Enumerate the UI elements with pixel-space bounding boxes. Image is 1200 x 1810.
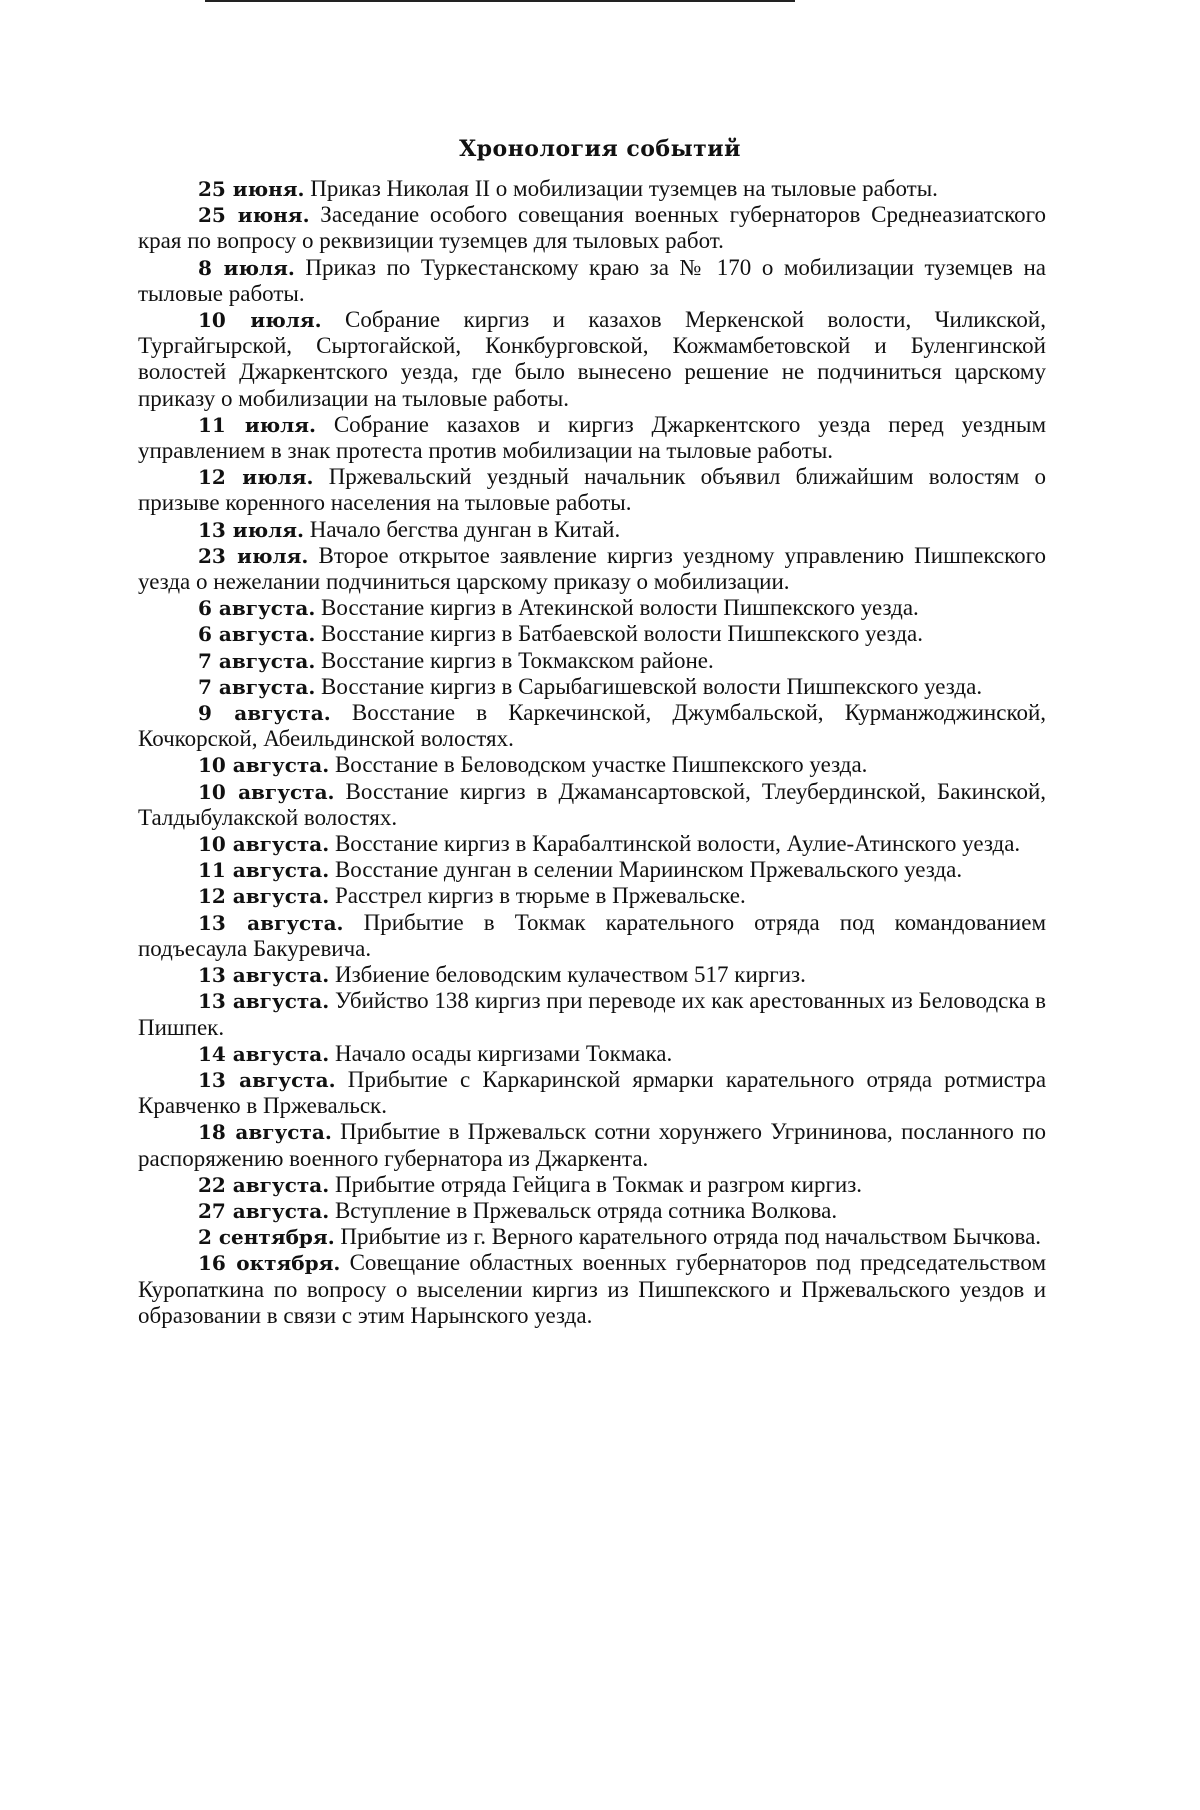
entry-date: 9 августа. — [198, 701, 331, 726]
chronology-entry — [138, 910, 1046, 962]
chronology-entry — [138, 412, 1046, 464]
entry-date: 11 июля. — [198, 412, 317, 437]
entry-text: Собрание киргиз и казахов Меркенской волости, Чиликской, Тургайгырской, Сыртогайской, Конкбурговской, Кожмамбетовской и Буленгинской волостей Джаркентского уезда, где было вынесено решение не подчиниться царскому приказу о мобилизации на тыловые работы. — [138, 307, 1046, 411]
entry-text: Восстание в Беловодском участке Пишпекского уезда. — [334, 752, 868, 778]
entry-text: Восстание киргиз в Токмакском районе. — [321, 647, 714, 673]
entry-text: Прибытие в Токмак карательного отряда под командованием подъесаула Бакуревича. — [138, 909, 1046, 961]
chronology-entry — [138, 1198, 1046, 1224]
entry-text: Заседание особого совещания военных губернаторов Среднеазиатского края по вопросу о реквизиции туземцев для тыловых работ. — [138, 202, 1046, 254]
entry-date: 7 августа. — [198, 674, 316, 699]
entry-text: Пржевальский уездный начальник объявил ближайшим волостям о призыве коренного населения на тыловые работы. — [138, 464, 1046, 516]
entry-date: 8 июля. — [198, 255, 295, 280]
entry-date: 12 июля. — [198, 465, 314, 490]
entry-text: Приказ по Туркестанскому краю за № 170 о мобилизации туземцев на тыловые работы. — [138, 254, 1047, 306]
entry-text: Восстание дунган в селении Мариинском Пржевальского уезда. — [334, 857, 963, 883]
entry-date: 10 августа. — [198, 753, 330, 778]
entry-date: 13 августа. — [198, 989, 330, 1014]
chronology-entry — [138, 543, 1046, 595]
entry-text: Восстание в Каркечинской, Джумбальской, Курманжоджинской, Кочкорской, Абеильдинской волостях. — [138, 700, 1047, 752]
entry-date: 22 августа. — [198, 1172, 330, 1197]
chronology-entry — [138, 752, 1046, 778]
entry-text: Расстрел киргиз в тюрьме в Пржевальске. — [334, 883, 746, 909]
entry-text: Совещание областных военных губернаторов под председательством Куропаткина по вопросу о выселении киргиз из Пишпекского и Пржевальского уездов и образовании в связи с этим Нарынского уезда. — [138, 1250, 1047, 1328]
entry-date: 13 августа. — [198, 963, 330, 988]
entry-text: Прибытие с Каркаринской ярмарки карательного отряда ротмистра Кравченко в Пржевальск. — [138, 1066, 1047, 1119]
entry-date: 18 августа. — [198, 1120, 332, 1145]
entry-date: 12 августа. — [198, 884, 330, 909]
entry-date: 13 июля. — [198, 517, 304, 542]
chronology-entry — [138, 1119, 1046, 1171]
chronology-entry — [138, 1172, 1046, 1198]
entry-date: 2 сентября. — [198, 1225, 335, 1250]
entry-text: Собрание казахов и киргиз Джаркентского уезда перед уездным управлением в знак протеста против мобилизации на тыловые работы. — [138, 411, 1046, 464]
entry-date: 6 августа. — [198, 622, 316, 647]
entry-text: Восстание киргиз в Атекинской волости Пишпекского уезда. — [321, 595, 919, 621]
entry-text: Прибытие отряда Гейцига в Токмак и разгром киргиз. — [334, 1171, 863, 1197]
chronology-entry — [138, 307, 1046, 412]
chronology-entry — [138, 1250, 1046, 1329]
entry-date: 16 октября. — [198, 1251, 341, 1276]
entry-date: 25 июня. — [198, 203, 310, 228]
chronology-entry — [138, 1041, 1046, 1067]
entry-date: 10 июля. — [198, 308, 322, 333]
entry-text: Вступление в Пржевальск отряда сотника Волкова. — [334, 1197, 838, 1223]
chronology-entry — [138, 1067, 1046, 1119]
chronology-entry — [138, 621, 1046, 647]
entry-text: Начало осады киргизами Токмака. — [334, 1040, 673, 1066]
entry-text: Избиение беловодским кулачеством 517 киргиз. — [334, 962, 806, 988]
chronology-entry — [138, 648, 1046, 674]
entry-text: Прибытие из г. Верного карательного отряда под начальством Бычкова. — [340, 1224, 1042, 1250]
entry-text: Второе открытое заявление киргиз уездному управлению Пишпекского уезда о нежелании подчиниться царскому приказу о мобилизации. — [138, 542, 1047, 595]
chronology-entry — [138, 700, 1046, 752]
chronology-entry — [138, 595, 1046, 621]
chronology-entry — [138, 517, 1046, 543]
entry-text: Восстание киргиз в Карабалтинской волости, Аулие-Атинского уезда. — [334, 831, 1021, 857]
entry-date: 23 июля. — [198, 543, 309, 568]
page-title: Хронология событий — [459, 136, 741, 162]
chronology-entry — [138, 962, 1046, 988]
entry-text: Приказ Николая II о мобилизации туземцев на тыловые работы. — [310, 176, 938, 201]
chronology-entry — [138, 883, 1046, 909]
entry-text: Восстание киргиз в Батбаевской волости Пишпекского уезда. — [321, 621, 924, 647]
entry-text: Восстание киргиз в Джамансартовской, Тлеубердинской, Бакинской, Талдыбулакской волостях. — [138, 778, 1047, 830]
entry-date: 6 августа. — [198, 596, 316, 621]
chronology-entry — [138, 674, 1046, 700]
chronology-entry — [138, 202, 1046, 254]
entry-text: Восстание киргиз в Сарыбагишевской волости Пишпекского уезда. — [321, 673, 983, 699]
chronology-entry — [138, 464, 1046, 516]
chronology-entry — [138, 988, 1046, 1040]
chronology-entry — [138, 857, 1046, 883]
chronology-entry — [138, 255, 1046, 307]
entry-text: Начало бегства дунган в Китай. — [309, 516, 621, 542]
entry-text: Прибытие в Пржевальск сотни хорунжего Угрининова, посланного по распоряжению военного губернатора из Джаркента. — [138, 1119, 1046, 1171]
entry-date: 10 августа. — [198, 779, 335, 804]
chronology-list — [138, 176, 1046, 1329]
entry-date: 13 августа. — [198, 910, 344, 935]
entry-date: 14 августа. — [198, 1041, 330, 1066]
entry-date: 7 августа. — [198, 648, 316, 673]
entry-date: 25 июня. — [198, 177, 305, 201]
entry-date: 13 августа. — [198, 1067, 336, 1092]
chronology-entry — [138, 1224, 1046, 1250]
top-rule — [205, 0, 795, 2]
chronology-entry — [138, 176, 1046, 202]
entry-date: 10 августа. — [198, 832, 330, 857]
entry-date: 11 августа. — [198, 858, 330, 883]
chronology-entry — [138, 831, 1046, 857]
entry-date: 27 августа. — [198, 1198, 330, 1223]
chronology-entry — [138, 779, 1046, 831]
entry-text: Убийство 138 киргиз при переводе их как арестованных из Беловодска в Пишпек. — [138, 988, 1047, 1040]
